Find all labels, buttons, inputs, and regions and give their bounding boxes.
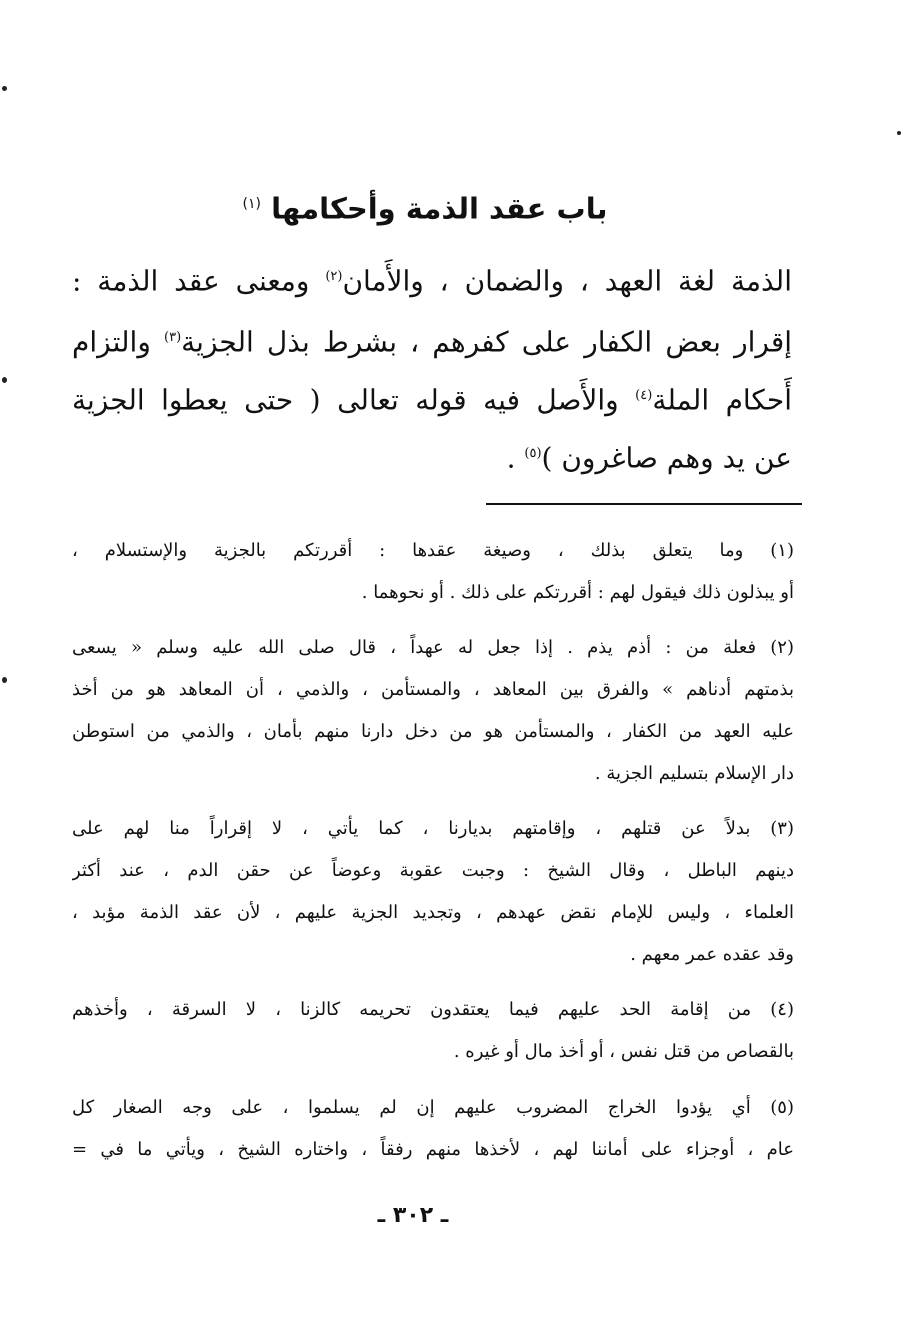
footnote-3-line-4: وقد عقده عمر معهم . — [630, 944, 794, 965]
main-line-4-note-marker: (٥) — [524, 446, 542, 461]
main-line-2-note-marker: (٣) — [164, 330, 182, 345]
main-line-3-note-marker: (٤) — [635, 388, 653, 403]
scan-speck — [2, 377, 7, 383]
footnote-5-line-2: عام ، أوجزاء على أماننا لهم ، لأخذها منهم رفقاً ، واختاره الشيخ ، ويأتي ما في = — [72, 1139, 794, 1160]
footnote-2-line-3: عليه العهد من الكفار ، والمستأمن هو من دخل دارنا منهم بأمان ، والذمي من استوطن — [72, 721, 794, 742]
footnote-3-line-2: دينهم الباطل ، وقال الشيخ : وجبت عقوبة وعوضاً عن حقن الدم ، عند أكثر — [72, 860, 794, 881]
main-text-line-1 — [72, 257, 792, 301]
main-line-3-part-b: والأَصل فيه قوله تعالى ( حتى يعطوا الجزية — [72, 383, 619, 417]
footnote-2-line-4: دار الإسلام بتسليم الجزية . — [594, 763, 794, 784]
footnote-4-line-2: بالقصاص من قتل نفس ، أو أخذ مال أو غيره . — [453, 1041, 794, 1062]
main-line-2-part-b: والتزام — [72, 325, 151, 359]
footnote-5-line-1: (٥) أي يؤدوا الخراج المضروب عليهم إن لم يسلموا ، على وجه الصغار كل — [72, 1097, 794, 1118]
chapter-title-text: باب عقد الذمة وأحكامها — [271, 191, 608, 226]
main-text-line-4 — [72, 434, 792, 478]
main-text-line-3 — [72, 376, 792, 420]
scan-speck — [2, 677, 7, 683]
scan-speck — [2, 86, 7, 91]
footnote-2-line-1: (٢) فعلة من : أذم يذم . إذا جعل له عهداً ، قال صلى الله عليه وسلم « يسعى — [72, 637, 794, 658]
main-line-2-part-a: إقرار بعض الكفار على كفرهم ، بشرط بذل الجزية — [181, 325, 792, 359]
main-text-line-2 — [72, 318, 792, 362]
main-line-1-part-a: الذمة لغة العهد ، والضمان ، والأَمان — [342, 264, 792, 298]
main-line-4-part-a: عن يد وهم صاغرون ) — [541, 441, 792, 475]
main-line-4-part-b: . — [506, 441, 516, 475]
main-line-1-note-marker: (٢) — [325, 269, 343, 284]
scan-speck — [897, 131, 901, 135]
chapter-title-note-marker: (١) — [242, 196, 261, 212]
main-line-3-part-a: أَحكام الملة — [652, 383, 792, 417]
footnote-1-line-1: (١) وما يتعلق بذلك ، وصيغة عقدها : أقررتكم بالجزية والإستسلام ، — [72, 540, 794, 561]
page-number: ـ ٣٠٢ ـ — [377, 1203, 449, 1228]
footnote-separator-rule — [486, 503, 802, 505]
main-line-1-part-b: ومعنى عقد الذمة : — [72, 264, 310, 298]
footnote-3-line-3: العلماء ، وليس للإمام نقض عهدهم ، وتجديد الجزية عليهم ، لأن عقد الذمة مؤبد ، — [72, 902, 794, 923]
footnote-2-line-2: بذمتهم أدناهم » والفرق بين المعاهد ، والمستأمن ، والذمي ، أن المعاهد هو من أخذ — [72, 679, 794, 700]
footnote-1-line-2: أو يبذلون ذلك فيقول لهم : أقررتكم على ذلك . أو نحوهما . — [361, 582, 794, 603]
footnote-4-line-1: (٤) من إقامة الحد عليهم فيما يعتقدون تحريمه كالزنا ، لا السرقة ، وأخذهم — [72, 999, 794, 1020]
footnote-3-line-1: (٣) بدلاً عن قتلهم ، وإقامتهم بديارنا ، كما يأتي ، لا إقراراً منا لهم على — [72, 818, 794, 839]
chapter-title — [200, 182, 650, 231]
